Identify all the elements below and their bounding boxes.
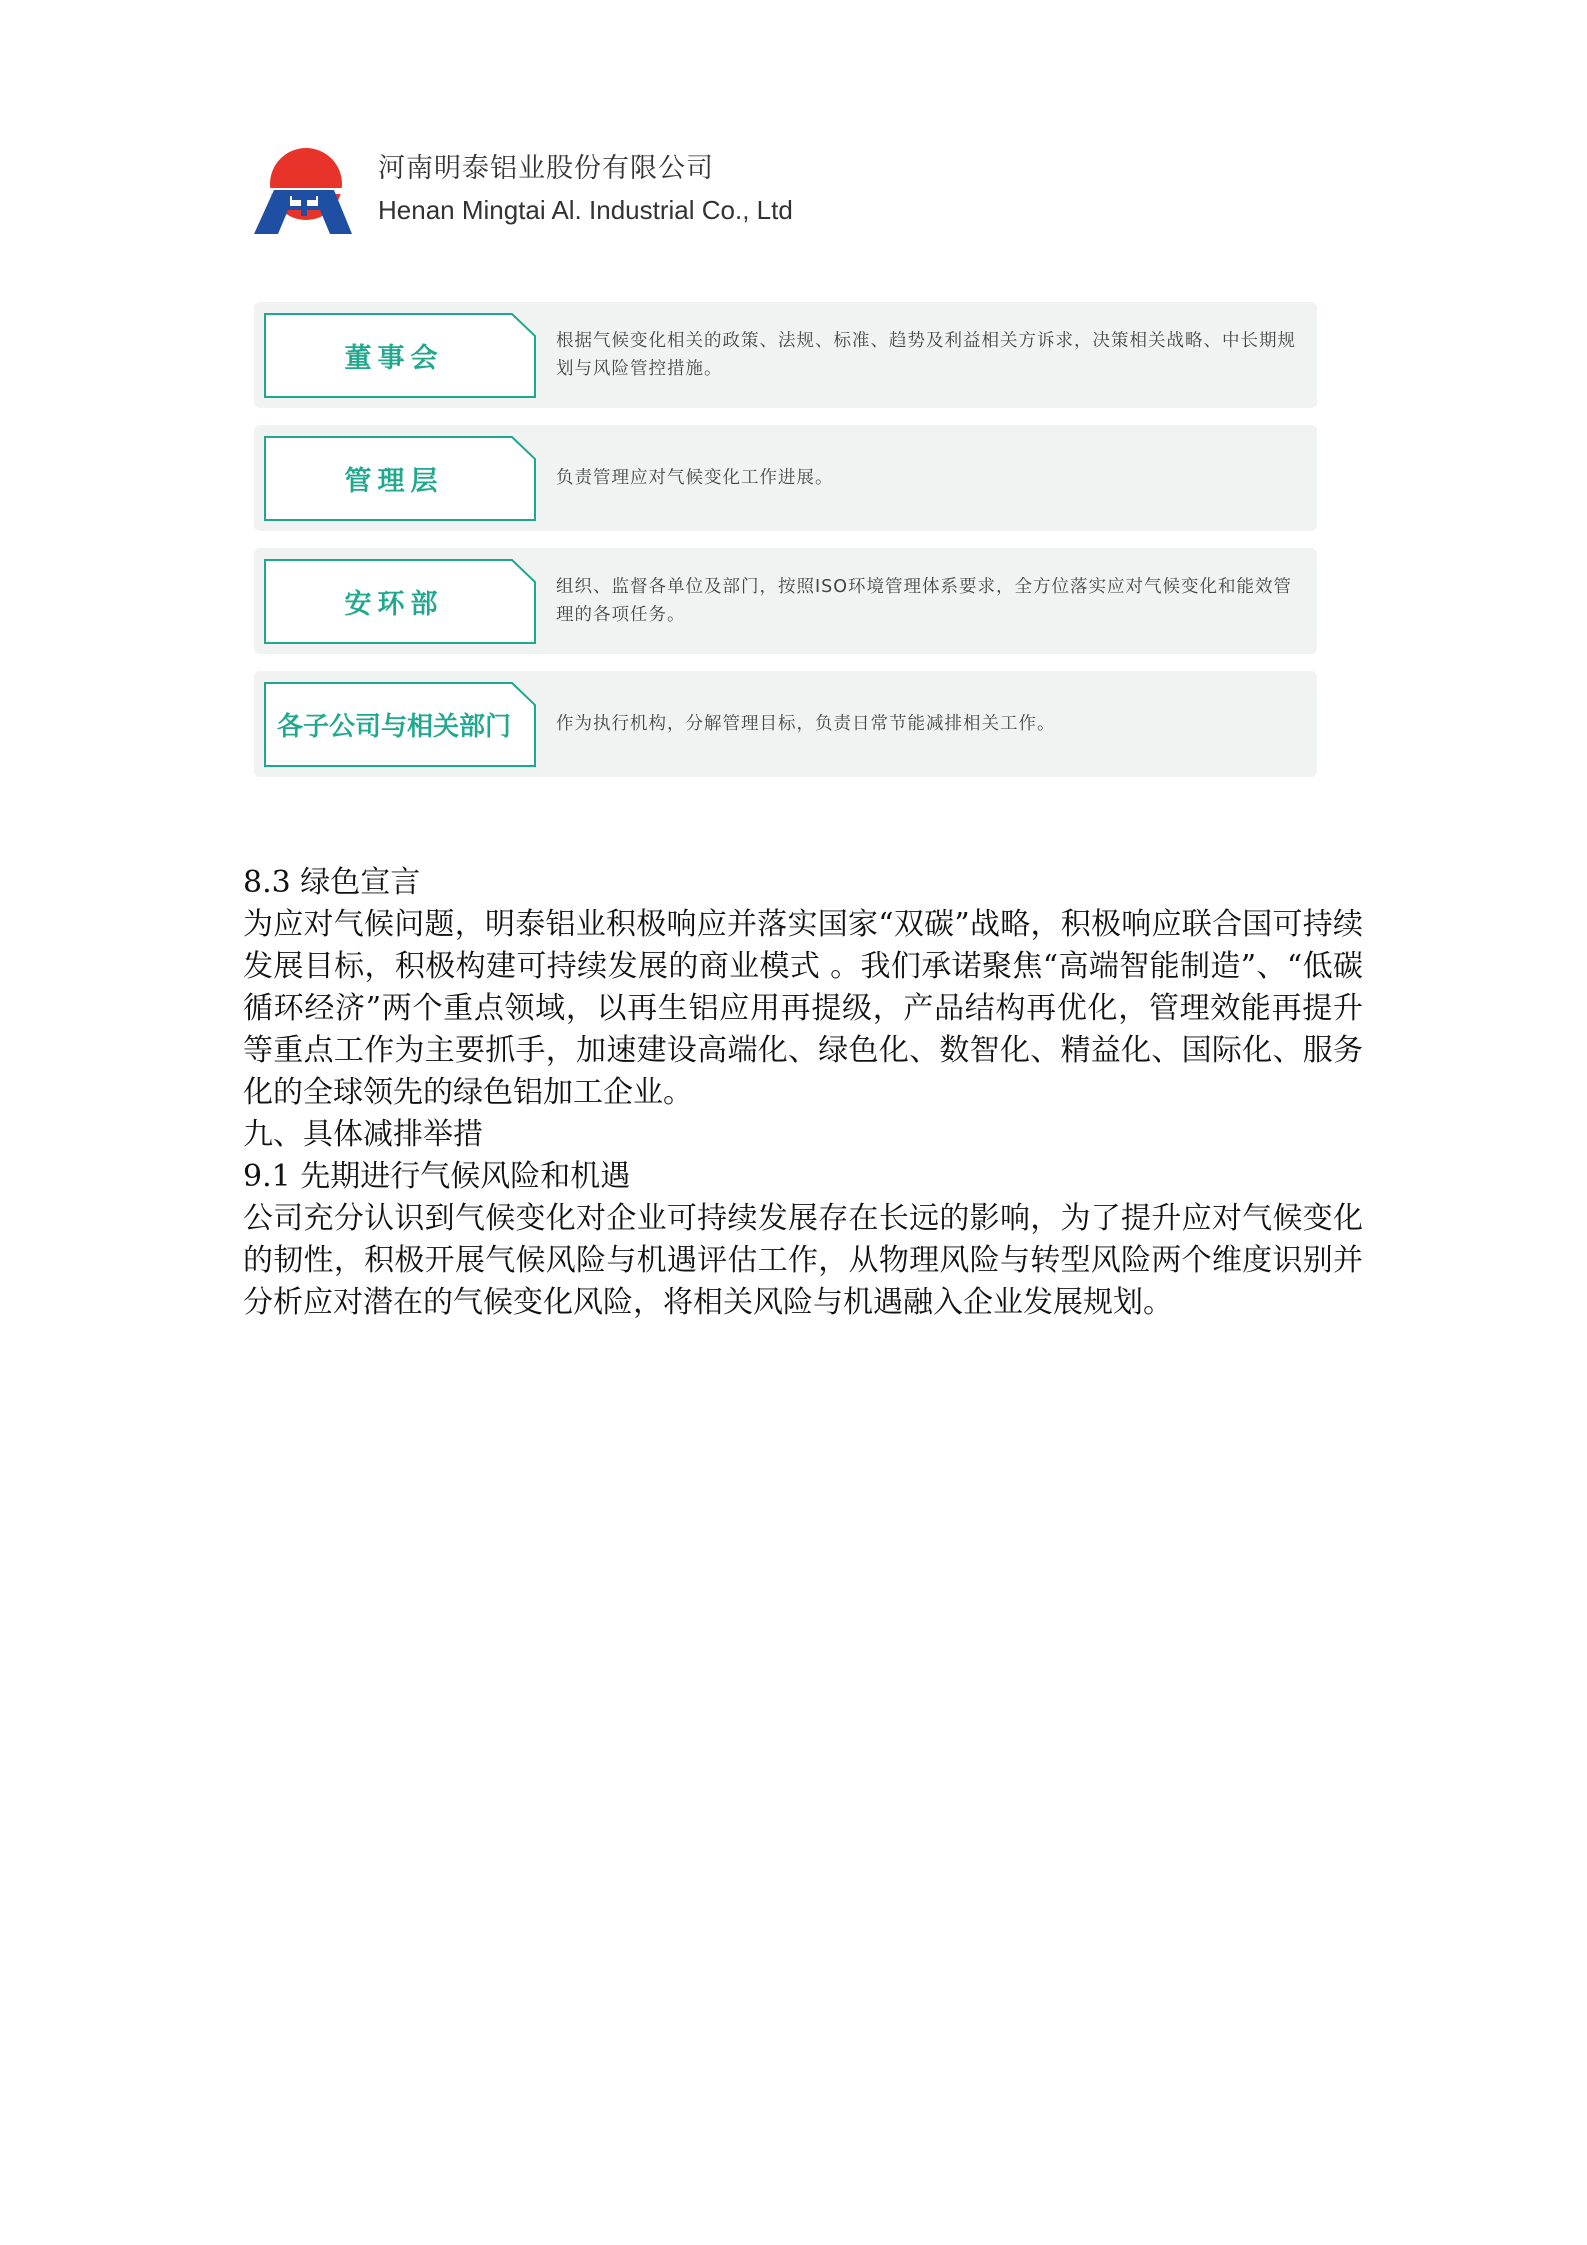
- governance-desc: 作为执行机构，分解管理目标，负责日常节能减排相关工作。: [556, 714, 1056, 734]
- governance-label: 管理层: [344, 466, 444, 497]
- section-9-1-title: 9.1 先期进行气候风险和机遇: [243, 1159, 631, 1194]
- governance-desc: 组织、监督各单位及部门，按照ISO环境管理体系要求，全方位落实应对气候变化和能效管理的各项任务。: [556, 577, 1293, 625]
- label-frame: [264, 313, 536, 398]
- section-9-title: 九、具体减排举措: [243, 1117, 483, 1152]
- governance-label: 董事会: [344, 343, 444, 374]
- governance-label: 安环部: [344, 589, 444, 620]
- governance-desc: 根据气候变化相关的政策、法规、标准、趋势及利益相关方诉求，决策相关战略、中长期规划与风险管控措施。: [556, 331, 1296, 379]
- governance-row-management: [254, 425, 1317, 531]
- label-frame: [264, 559, 536, 644]
- section-8-3-body: 为应对气候问题，明泰铝业积极响应并落实国家“双碳”战略，积极响应联合国可持续发展目标，积极构建可持续发展的商业模式 。我们承诺聚焦“高端智能制造”、“低碳循环经济”两个重点领域，以再生铝应用再提级，产品结构再优化，管理效能再提升等重点工作为主要抓手，加速建设高端化、绿色化、数智化、精益化、国际化、服务化的全球领先的绿色铝加工企业。: [243, 907, 1363, 1110]
- company-name-en: Henan Mingtai Al. Industrial Co., Ltd: [378, 195, 793, 225]
- governance-row-board: [254, 302, 1317, 408]
- governance-label: 各子公司与相关部门: [276, 712, 511, 742]
- body-text: [243, 862, 1363, 1324]
- section-9-1-body: 公司充分认识到气候变化对企业可持续发展存在长远的影响，为了提升应对气候变化的韧性，积极开展气候风险与机遇评估工作，从物理风险与转型风险两个维度识别并分析应对潜在的气候变化风险，将相关风险与机遇融入企业发展规划。: [243, 1201, 1363, 1320]
- section-8-3-title: 8.3 绿色宣言: [243, 865, 421, 900]
- governance-structure: [254, 302, 1317, 794]
- company-logo: [252, 144, 354, 236]
- label-frame: [264, 682, 536, 767]
- governance-row-ehs: [254, 548, 1317, 654]
- governance-desc: 负责管理应对气候变化工作进展。: [556, 468, 834, 488]
- company-name-cn: 河南明泰铝业股份有限公司: [378, 153, 714, 184]
- label-frame: [264, 436, 536, 521]
- governance-row-subsidiaries: [254, 671, 1317, 777]
